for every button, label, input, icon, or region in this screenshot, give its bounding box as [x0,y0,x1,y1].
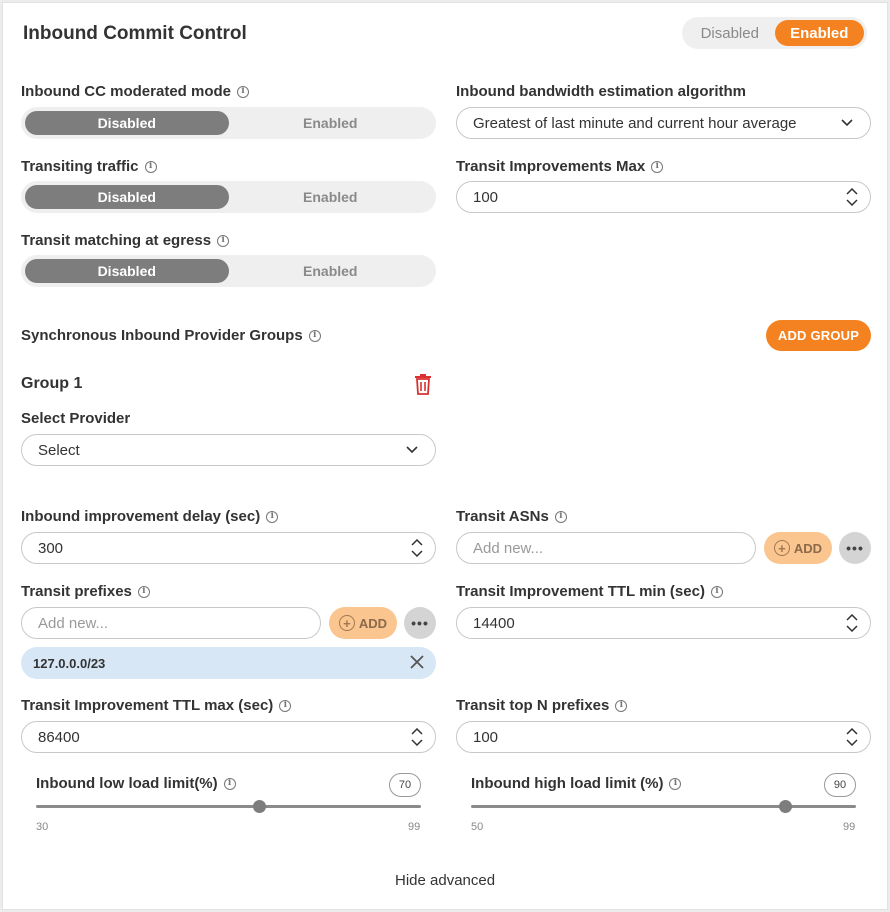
transit-prefixes-label-text: Transit prefixes [21,583,132,600]
page-title: Inbound Commit Control [23,23,247,44]
ttl-max-label [21,697,291,714]
transiting-traffic-enabled[interactable]: Enabled [303,189,358,205]
transit-matching-label-text: Transit matching at egress [21,232,212,249]
plus-circle-icon: + [774,540,790,556]
low-load-label-text: Inbound low load limit(%) [36,775,218,792]
transit-prefixes-label [21,583,150,600]
chevron-down-icon [840,116,854,130]
more-icon[interactable]: ••• [404,607,436,639]
cc-moderated-label-text: Inbound CC moderated mode [21,83,231,100]
transit-matching-toggle[interactable] [21,255,436,287]
ttl-max-input[interactable] [21,721,436,753]
improvement-delay-label [21,508,278,525]
low-load-max: 99 [408,821,421,833]
info-icon[interactable]: i [224,778,236,790]
info-icon[interactable]: i [266,511,278,523]
transiting-traffic-toggle[interactable] [21,181,436,213]
transit-improvements-max-label-text: Transit Improvements Max [456,158,646,175]
stepper-icon[interactable] [846,614,858,632]
bandwidth-algo-label: Inbound bandwidth estimation algorithm [456,83,746,100]
group-title: Group 1 [21,375,83,392]
transit-asns-label-text: Transit ASNs [456,508,549,525]
add-prefix-button[interactable] [329,607,397,639]
high-load-slider[interactable] [471,805,856,808]
transit-improvements-max-label [456,158,663,175]
ttl-min-label [456,583,723,600]
transiting-traffic-disabled[interactable]: Disabled [25,185,229,209]
inbound-commit-toggle[interactable] [682,17,867,49]
info-icon[interactable]: i [309,330,321,342]
hide-advanced-link[interactable]: Hide advanced [395,872,496,889]
high-load-min: 50 [471,821,484,833]
stepper-icon[interactable] [411,728,423,746]
prefix-chip-text: 127.0.0.0/23 [33,655,106,671]
cc-moderated-label [21,83,249,100]
info-icon[interactable]: i [615,700,627,712]
transit-improvements-max-input[interactable] [456,181,871,213]
transit-prefixes-placeholder: Add new... [38,614,109,632]
cc-moderated-toggle[interactable] [21,107,436,139]
top-n-label-text: Transit top N prefixes [456,697,610,714]
provider-groups-title-text: Synchronous Inbound Provider Groups [21,327,303,344]
toggle-enabled[interactable]: Enabled [775,20,865,46]
ttl-max-label-text: Transit Improvement TTL max (sec) [21,697,274,714]
info-icon[interactable]: i [217,235,229,247]
cc-moderated-enabled[interactable]: Enabled [303,115,358,131]
info-icon[interactable]: i [669,778,681,790]
stepper-icon[interactable] [846,188,858,206]
info-icon[interactable]: i [279,700,291,712]
top-n-label [456,697,627,714]
transit-matching-enabled[interactable]: Enabled [303,263,358,279]
plus-circle-icon: + [339,615,355,631]
info-icon[interactable]: i [651,161,663,173]
low-load-label [36,775,236,792]
transit-improvements-max-value: 100 [473,188,499,206]
improvement-delay-label-text: Inbound improvement delay (sec) [21,508,261,525]
add-group-button[interactable]: ADD GROUP [766,320,871,351]
ttl-min-value: 14400 [473,614,515,632]
ttl-min-label-text: Transit Improvement TTL min (sec) [456,583,705,600]
high-load-max: 99 [843,821,856,833]
high-load-label [471,775,681,792]
high-load-handle[interactable] [779,800,792,813]
transit-asns-placeholder: Add new... [473,539,544,557]
info-icon[interactable]: i [138,586,150,598]
inbound-commit-panel [2,2,888,910]
transit-asns-input[interactable] [456,532,756,564]
add-asn-label: ADD [793,540,823,556]
provider-groups-title [21,327,321,344]
improvement-delay-input[interactable] [21,532,436,564]
transit-prefixes-input[interactable] [21,607,321,639]
transiting-traffic-label-text: Transiting traffic [21,158,139,175]
low-load-value: 70 [389,773,421,797]
add-asn-button[interactable] [764,532,832,564]
info-icon[interactable]: i [237,86,249,98]
ttl-min-input[interactable] [456,607,871,639]
improvement-delay-value: 300 [38,539,64,557]
close-icon[interactable] [410,655,424,672]
low-load-min: 30 [36,821,49,833]
stepper-icon[interactable] [846,728,858,746]
chevron-down-icon [405,443,419,457]
transit-matching-disabled[interactable]: Disabled [25,259,229,283]
info-icon[interactable]: i [555,511,567,523]
transit-asns-label [456,508,567,525]
top-n-value: 100 [473,728,499,746]
trash-icon[interactable] [414,373,432,400]
high-load-value: 90 [824,773,856,797]
low-load-handle[interactable] [253,800,266,813]
info-icon[interactable]: i [711,586,723,598]
bandwidth-algo-select[interactable] [456,107,871,139]
transit-matching-label [21,232,229,249]
info-icon[interactable]: i [145,161,157,173]
ttl-max-value: 86400 [38,728,80,746]
cc-moderated-disabled[interactable]: Disabled [25,111,229,135]
high-load-label-text: Inbound high load limit (%) [471,775,664,792]
more-icon[interactable]: ••• [839,532,871,564]
add-prefix-label: ADD [358,615,388,631]
select-provider-label: Select Provider [21,410,131,427]
toggle-disabled[interactable]: Disabled [700,24,759,42]
prefix-chip [21,647,436,679]
stepper-icon[interactable] [411,539,423,557]
bandwidth-algo-value: Greatest of last minute and current hour average [473,114,797,132]
provider-select[interactable] [21,434,436,466]
transiting-traffic-label [21,158,157,175]
top-n-input[interactable] [456,721,871,753]
provider-select-value: Select [38,441,80,459]
low-load-slider[interactable] [36,805,421,808]
